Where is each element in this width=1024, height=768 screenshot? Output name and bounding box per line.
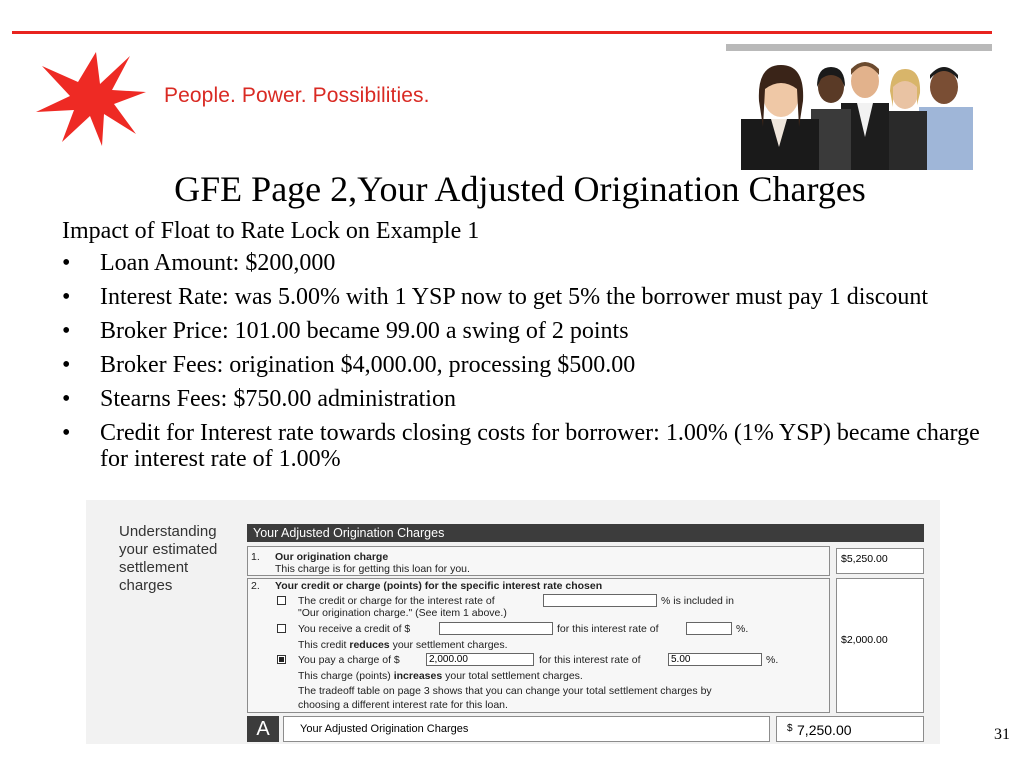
- tradeoff-line-1: The tradeoff table on page 3 shows that you can change your total settlement charges by: [298, 685, 712, 697]
- slide-intro: Impact of Float to Rate Lock on Example 1: [62, 218, 480, 244]
- top-gray-rule: [726, 44, 992, 51]
- total-currency: $: [787, 723, 793, 734]
- item1-number: 1.: [251, 551, 260, 563]
- form-header: Your Adjusted Origination Charges: [247, 524, 924, 542]
- bullet-item: • Credit for Interest rate towards closing costs for borrower: 1.00% (1% YSP) became charge for interest rate of 1.00%: [62, 420, 980, 472]
- bullet-glyph: •: [62, 420, 71, 446]
- gfe-form-excerpt: [86, 500, 940, 744]
- opt1-line2: "Our origination charge." (See item 1 above.): [298, 607, 507, 619]
- total-label: Your Adjusted Origination Charges: [283, 716, 770, 742]
- opt1-checkbox[interactable]: [277, 596, 286, 605]
- opt3-checkbox[interactable]: [277, 655, 286, 664]
- opt3-rate-field[interactable]: 5.00: [668, 653, 762, 666]
- bullet-item: • Stearns Fees: $750.00 administration: [62, 386, 456, 412]
- bullet-glyph: •: [62, 284, 71, 310]
- bullet-glyph: •: [62, 352, 71, 378]
- item2-title: Your credit or charge (points) for the specific interest rate chosen: [275, 580, 603, 592]
- bullet-item: • Broker Price: 101.00 became 99.00 a swing of 2 points: [62, 318, 629, 344]
- opt3-mid: for this interest rate of: [539, 654, 641, 666]
- total-letter: A: [247, 716, 279, 742]
- brand-tagline: People. Power. Possibilities.: [164, 84, 430, 107]
- bullet-list: [62, 250, 982, 480]
- total-value: 7,250.00: [797, 722, 852, 738]
- bullet-glyph: •: [62, 318, 71, 344]
- total-amount: [776, 716, 924, 742]
- item2-amount: $2,000.00: [836, 578, 924, 713]
- item1-desc: This charge is for getting this loan for you.: [275, 563, 470, 575]
- opt2-credit-field[interactable]: [439, 622, 553, 635]
- bullet-item: • Loan Amount: $200,000: [62, 250, 336, 276]
- bullet-glyph: •: [62, 386, 71, 412]
- business-people-photo: [741, 57, 973, 170]
- opt3-suffix: %.: [766, 654, 779, 666]
- tradeoff-line-2: choosing a different interest rate for this loan.: [298, 699, 508, 711]
- bullet-glyph: •: [62, 250, 71, 276]
- opt2-mid: for this interest rate of: [557, 623, 659, 635]
- opt3-text: You pay a charge of $: [298, 654, 400, 666]
- opt2-suffix: %.: [736, 623, 749, 635]
- slide-title: GFE Page 2,Your Adjusted Origination Charges: [174, 169, 866, 209]
- form-sidebar-label: Understanding your estimated settlement charges: [119, 523, 218, 594]
- top-red-rule: [12, 31, 992, 34]
- opt2-rate-field[interactable]: [686, 622, 732, 635]
- bullet-item: • Broker Fees: origination $4,000.00, processing $500.00: [62, 352, 636, 378]
- opt1-suffix: % is included in: [661, 595, 734, 607]
- item1-title: Our origination charge: [275, 551, 389, 563]
- item2-number: 2.: [251, 580, 260, 592]
- opt2-note: This credit reduces your settlement charges.: [298, 639, 508, 651]
- opt3-note: This charge (points) increases your total settlement charges.: [298, 670, 583, 682]
- item1-amount: $5,250.00: [836, 548, 924, 574]
- bullet-item: • Interest Rate: was 5.00% with 1 YSP now to get 5% the borrower must pay 1 discount: [62, 284, 929, 310]
- red-star-logo-icon: [32, 48, 148, 148]
- opt1-rate-field[interactable]: [543, 594, 657, 607]
- opt2-text: You receive a credit of $: [298, 623, 411, 635]
- opt1-text: The credit or charge for the interest rate of: [298, 595, 495, 607]
- page-number: 31: [994, 726, 1010, 743]
- opt2-checkbox[interactable]: [277, 624, 286, 633]
- opt3-charge-field[interactable]: 2,000.00: [426, 653, 534, 666]
